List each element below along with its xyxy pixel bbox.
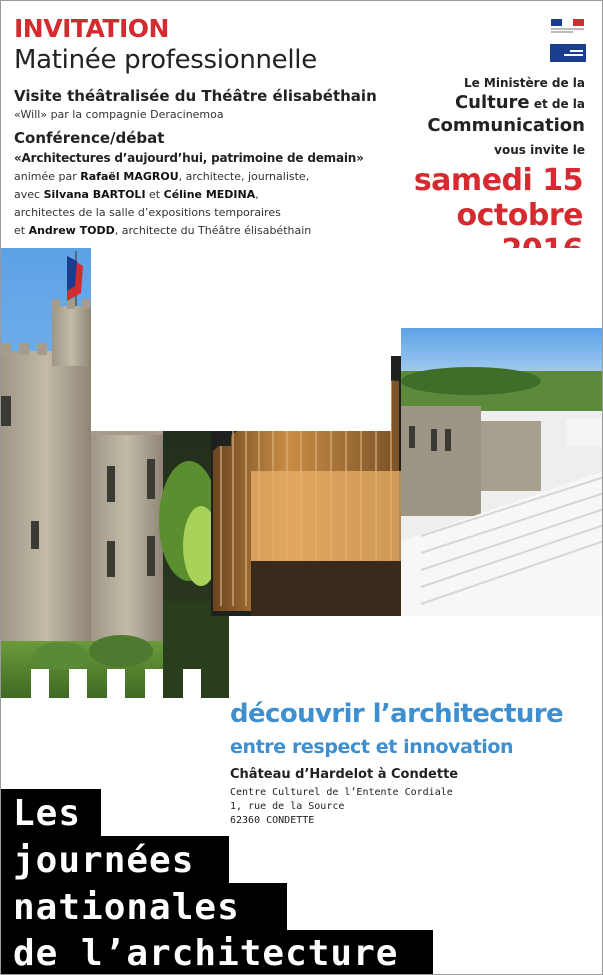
speaker-line-3: architectes de la salle d’expositions temporaires: [14, 206, 281, 219]
ministry-line-3: Communication: [427, 115, 585, 136]
address-line-2: 1, rue de la Source: [230, 801, 345, 812]
ministry-line-1: Le Ministère de la: [463, 76, 585, 90]
ministry-line-4: vous invite le: [494, 143, 585, 157]
speaker-line-1: animée par Rafaël MAGROU, architecte, journaliste,: [14, 170, 310, 183]
ministry-line-2: Culture et de la: [454, 92, 585, 113]
address-line-1: Centre Culturel de l’Entente Cordiale: [230, 787, 453, 798]
date-month: octobre: [456, 198, 583, 233]
speaker-line-2: avec Silvana BARTOLI et Céline MEDINA,: [14, 188, 259, 201]
footer-line-2: journées: [13, 840, 195, 881]
visite-heading: Visite théâtralisée du Théâtre élisabéthain: [14, 87, 377, 105]
footer-line-3: nationales: [13, 887, 240, 928]
footer-line-1: Les: [13, 793, 82, 834]
will-line: «Will» par la compagnie Deracinemoa: [14, 108, 224, 121]
conference-heading: Conférence/débat: [14, 129, 165, 147]
address-line-3: 62360 CONDETTE: [230, 815, 315, 826]
conference-title: «Architectures d’aujourd’hui, patrimoine de demain»: [14, 151, 364, 165]
date-day: samedi 15: [413, 163, 583, 198]
matinee-subtitle: Matinée professionnelle: [14, 45, 317, 75]
speaker-line-4: et Andrew TODD, architecte du Théâtre élisabéthain: [14, 224, 312, 237]
tagline: découvrir l’architecture: [230, 699, 564, 729]
venue-name: Château d’Hardelot à Condette: [230, 767, 459, 782]
invitation-title: INVITATION: [14, 14, 169, 43]
footer-line-4: de l’architecture: [13, 933, 399, 974]
subtagline: entre respect et innovation: [230, 736, 514, 758]
